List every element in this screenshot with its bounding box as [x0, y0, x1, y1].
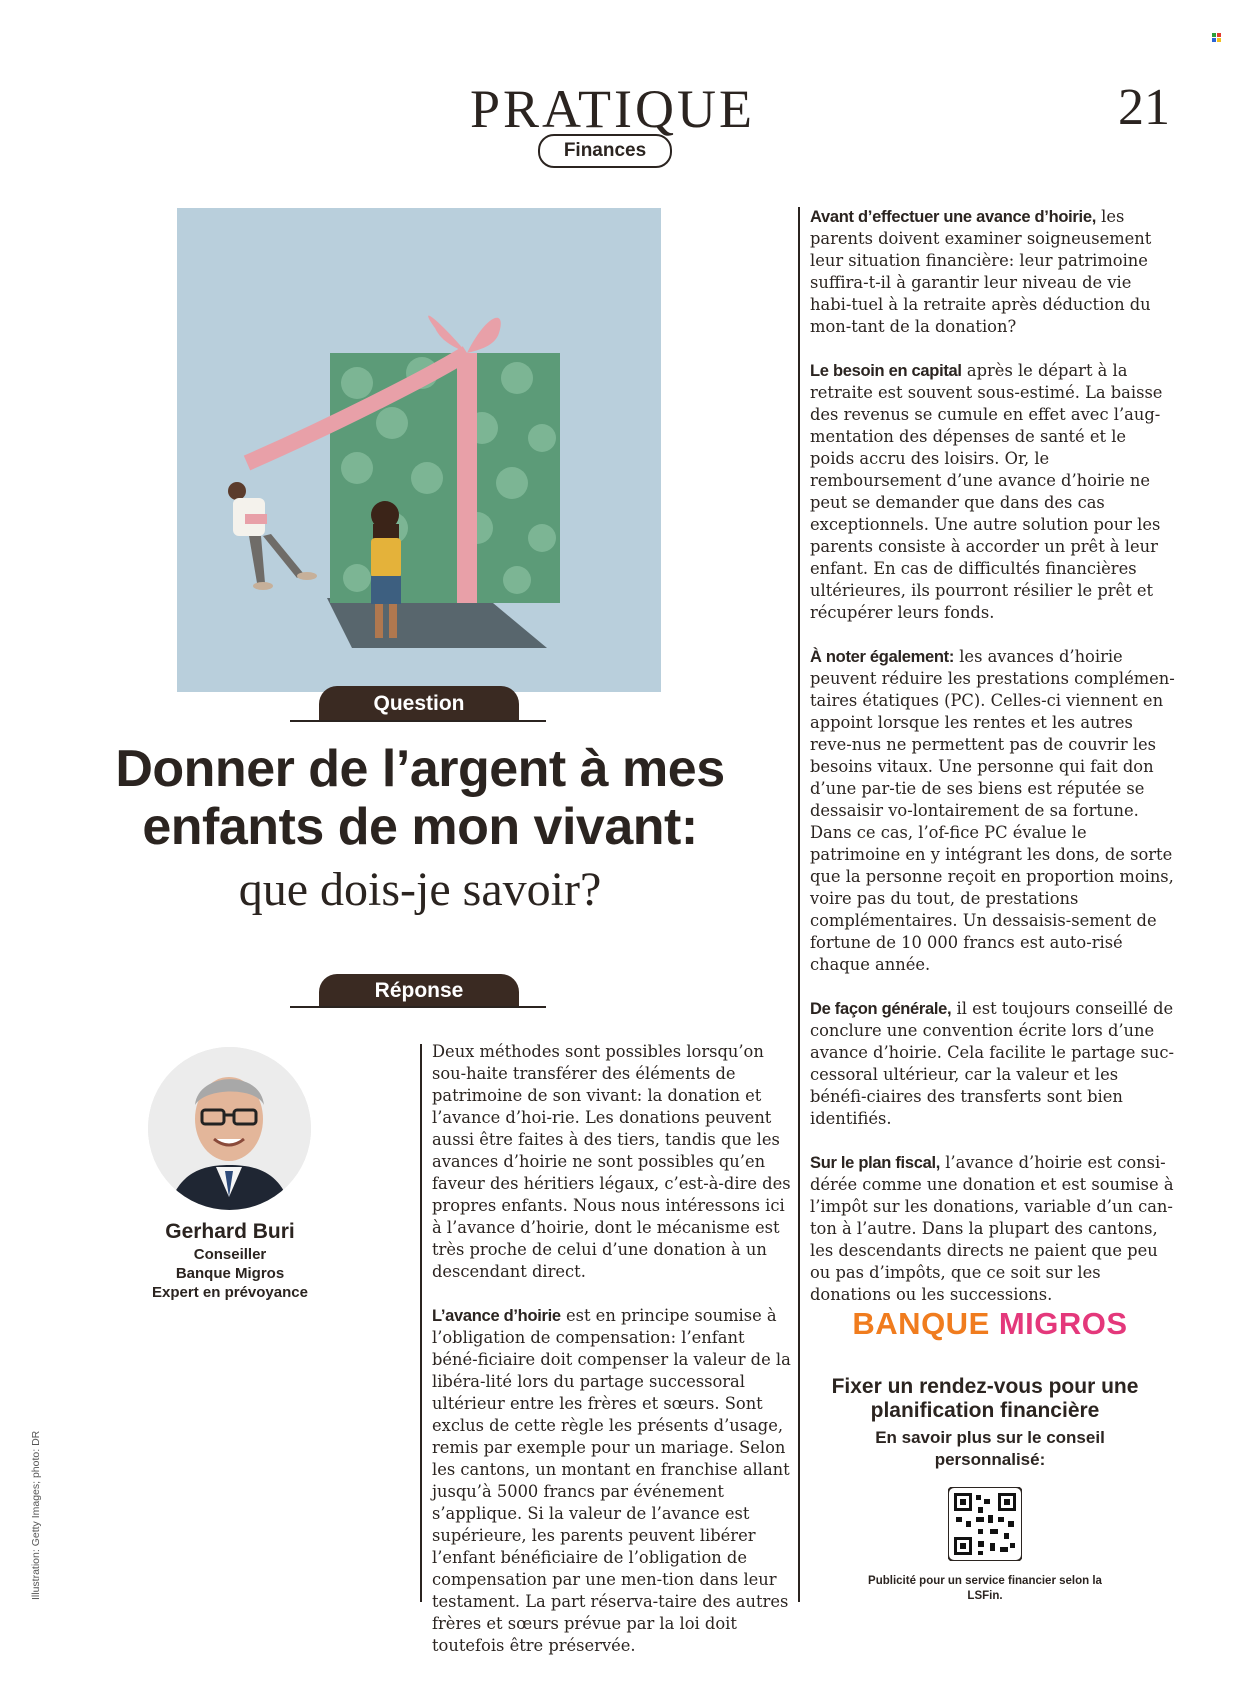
- right-paragraph-4: De façon générale, il est toujours conseillé de conclure une convention écrite lors d’une avance d’hoirie. Cela facilite le partage suc-cessoral ultérieur, car la valeur et les bénéfi-ciaires des transferts sont bien identifiés.: [810, 999, 1174, 1128]
- expert-title: Expert en prévoyance: [152, 1284, 308, 1301]
- expert-name: Gerhard Buri: [165, 1220, 295, 1243]
- middle-paragraph-2: L’avance d’hoirie est en principe soumise à l’obligation de compensation: l’enfant béné-ficiaire doit compenser la valeur de la libéra-lité lors du partage successoral ultérieur entre les frères et sœurs. Sont exclus de cette règle les présents d’usage, remis par exemple pour un mariage. Selon les cantons, un montant en franchise allant jusqu’à 5000 francs par événement s’applique. Si la valeur de l’avance est supérieure, les parents peuvent libérer l’enfant bénéficiaire de l’obligation de compensation par une men-tion dans leur testament. La part réserva-taire des autres frères et sœurs prévue par la loi doit toutefois être préservée.: [432, 1306, 791, 1655]
- headline-line-2: enfants de mon vivant:: [142, 798, 698, 856]
- qr-code-icon[interactable]: [948, 1487, 1022, 1561]
- section-tag: Finances: [538, 134, 672, 168]
- headline-line-1: Donner de l’argent à mes: [115, 740, 725, 798]
- answer-tab: Réponse: [319, 974, 519, 1006]
- right-paragraph-1: Avant d’effectuer une avance d’hoirie, les parents doivent examiner soigneusement leur situation financière: leur patrimoine suffira-t-il à garantir leur niveau de vie habi-tuel à la retraite après déduction du mon-tant de la donation?: [810, 207, 1152, 336]
- right-paragraph-5: Sur le plan fiscal, l’avance d’hoirie est consi-dérée comme une donation et est soumise à l’impôt sur les donations, variable d’un can-ton à l’autre. Dans la plupart des cantons, les descendants directs ne paient que peu ou pas d’impôts, que ce soit sur les donations ou les successions.: [810, 1153, 1174, 1304]
- right-paragraph-2: Le besoin en capital après le départ à la retraite est souvent sous-estimé. La baisse des revenus se cumule en effet avec l’aug-mentation des dépenses de santé et le poids accru des loisirs. Or, le remboursement d’une avance d’hoirie ne peut se demander que dans des cas exceptionnels. Une autre solution pour les parents consiste à accorder un prêt à leur enfant. En cas de difficultés financières ultérieures, ils pourront résilier le prêt et récupérer leurs fonds.: [810, 361, 1163, 622]
- article-column-right: [810, 206, 1175, 1306]
- right-paragraph-3: À noter également: les avances d’hoirie peuvent réduire les prestations complémen-taires étatiques (PC). Celles-ci viennent en appoint lorsque les rentes et les autres reve-nus ne permettent pas de couvrir les besoins vitaux. Une personne qui fait don d’une par-tie de ses biens est réputée se dessaisir vo-lontairement de sa fortune. Dans ce cas, l’of-fice PC évalue le patrimoine en y intégrant les dons, de sorte que la personne reçoit en proportion moins, voire pas du tout, de prestations complémentaires. Un dessaisis-sement de fortune de 10 000 francs est auto-risé chaque année.: [810, 647, 1175, 974]
- gift-illustration: [177, 208, 661, 692]
- ad-headline: Fixer un rendez-vous pour une planification financière: [831, 1375, 1139, 1422]
- photo-credit: Illustration: Getty Images; photo: DR: [30, 1430, 42, 1600]
- ad-subtext: En savoir plus sur le conseil personnalisé:: [875, 1428, 1105, 1469]
- ad-disclaimer: Publicité pour un service financier selon la LSFin.: [868, 1575, 1102, 1602]
- subheadline: que dois-je savoir?: [238, 863, 602, 916]
- color-registration-icon: [1212, 33, 1221, 42]
- headline: [80, 740, 760, 856]
- expert-company: Banque Migros: [175, 1265, 285, 1282]
- expert-role: Conseiller: [193, 1246, 267, 1263]
- answer-rule: [290, 1006, 546, 1008]
- expert-avatar: [148, 1047, 311, 1210]
- banque-migros-logo: BANQUE MIGROS: [852, 1306, 1128, 1341]
- question-tab: Question: [319, 686, 519, 720]
- question-rule: [290, 720, 546, 722]
- column-rule-left: [420, 1044, 422, 1602]
- page-number: 21: [1118, 79, 1170, 136]
- article-column-middle: [432, 1041, 792, 1657]
- section-title: PRATIQUE: [470, 79, 756, 139]
- middle-paragraph-1: Deux méthodes sont possibles lorsqu’on sou-haite transférer des éléments de patrimoine de son vivant: la donation et l’avance d’hoi-rie. Les donations peuvent aussi être faites à des tiers, tandis que les avances d’hoirie ne sont possibles qu’en faveur des héritiers légaux, c’est-à-dire des propres enfants. Nous nous intéressons ici à l’avance d’hoirie, dont le mécanisme est très proche de celui d’une donation à un descendant direct.: [432, 1042, 791, 1281]
